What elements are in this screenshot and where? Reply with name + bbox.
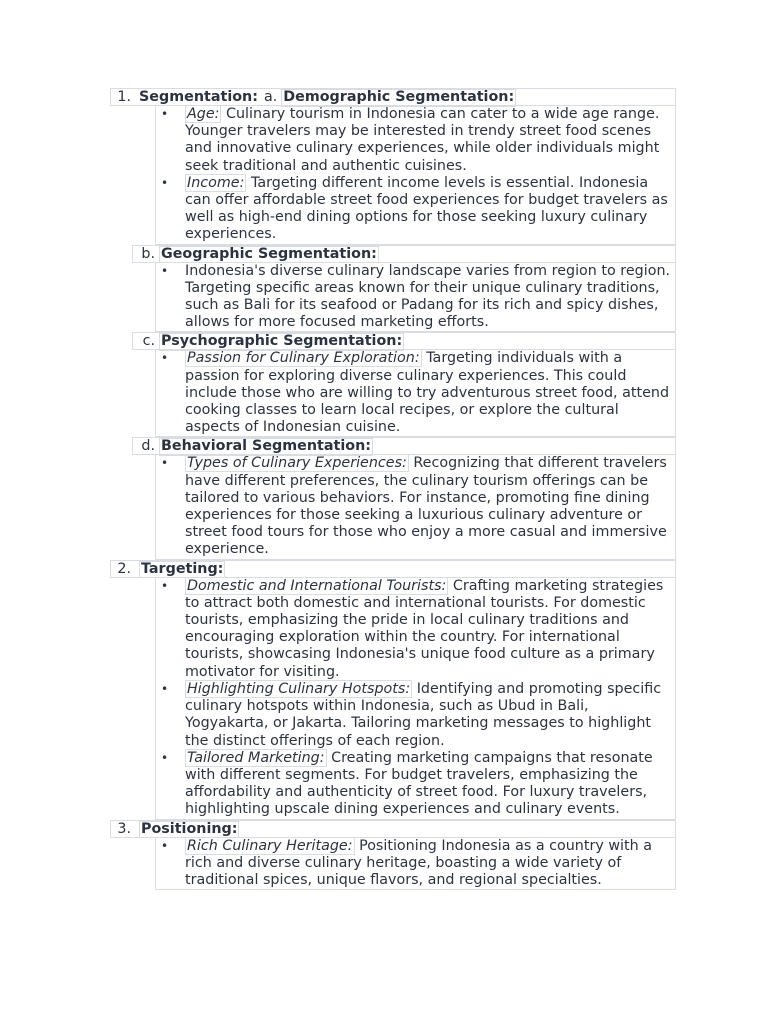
subsection-letter: d.	[141, 438, 155, 455]
subsection-title: Geographic Segmentation:	[161, 245, 377, 262]
subsection-letter: b.	[141, 245, 155, 262]
bullet-term: Income:	[187, 174, 245, 191]
bullet-term: Types of Culinary Experiences:	[187, 455, 407, 472]
bullet-text: Creating marketing campaigns that resonate with different segments. For budget travelers, emphasizing the affordability and authenticity of street food. For luxury travelers, highlighting upscale dining experiences and culinary events.	[185, 749, 653, 818]
bullet-term: Passion for Culinary Exploration:	[187, 350, 420, 367]
bullet-text: Recognizing that different travelers have different preferences, the culinary tourism offerings can be tailored to various behaviors. For instance, promoting fine dining experiences for those seeking a luxurious culinary adventure or street food tours for those who enjoy a more casual and immersive experience.	[185, 455, 667, 558]
bullet-text: Targeting individuals with a passion for exploring diverse culinary experiences. This could include those who are willing to try adventurous street food, attend cooking classes to learn local recipes, or explore the cultural aspects of Indonesian cuisine.	[185, 350, 670, 436]
document-body	[110, 88, 676, 890]
list-item	[185, 838, 675, 890]
bullet-text: Identifying and promoting specific culinary hotspots within Indonesia, such as Ubud in Bali, Yogyakarta, or Jakarta. Tailoring marketing messages to highlight the distinct offerings of each region.	[185, 680, 662, 749]
subsection-title: Demographic Segmentation:	[283, 89, 515, 105]
bullet-term: Age:	[187, 106, 220, 122]
bullet-list	[155, 263, 676, 333]
bullet-list	[155, 578, 676, 820]
section-title: Segmentation:	[139, 89, 258, 105]
section-number: 3.	[117, 820, 131, 837]
bullet-list	[155, 106, 676, 245]
list-item	[185, 263, 675, 332]
subsection-heading-psychographic	[132, 332, 676, 350]
list-item	[185, 750, 675, 819]
section-heading-positioning	[110, 820, 676, 838]
bullet-list	[155, 350, 676, 437]
bullet-text: Indonesia's diverse culinary landscape varies from region to region. Targeting specific areas known for their unique culinary traditions, such as Bali for its seafood or Padang for its rich and spicy dishes, allows for more focused marketing efforts.	[185, 262, 671, 331]
list-item	[185, 578, 675, 681]
bullet-text: Targeting different income levels is essential. Indonesia can offer affordable street food experiences for budget travelers as well as high-end dining options for those seeking luxury culinary experiences.	[185, 174, 668, 243]
bullet-term: Tailored Marketing:	[187, 749, 325, 766]
section-title: Targeting:	[141, 560, 224, 577]
bullet-list	[155, 455, 676, 559]
list-item	[185, 681, 675, 750]
bullet-list	[155, 838, 676, 891]
list-item	[185, 106, 675, 175]
subsection-title: Behavioral Segmentation:	[161, 438, 371, 455]
section-title: Positioning:	[141, 820, 238, 837]
bullet-term: Rich Culinary Heritage:	[187, 837, 353, 854]
section-heading-segmentation	[110, 88, 676, 106]
bullet-text: Crafting marketing strategies to attract both domestic and international tourists. For domestic tourists, emphasizing the pride in local culinary traditions and encouraging exploration within the country. For international tourists, showcasing Indonesia's unique food culture as a primary motivator for visiting.	[185, 577, 664, 680]
bullet-term: Domestic and International Tourists:	[187, 577, 447, 594]
bullet-term: Highlighting Culinary Hotspots:	[187, 680, 411, 697]
section-number: 1.	[117, 89, 131, 105]
section-number: 2.	[117, 560, 131, 577]
bullet-text: Positioning Indonesia as a country with a rich and diverse culinary heritage, boasting a wide variety of traditional spices, unique flavors, and regional specialties.	[185, 837, 652, 888]
subsection-heading-geographic	[132, 245, 676, 263]
list-item	[185, 455, 675, 558]
subsection-letter: a.	[263, 89, 278, 105]
subsection-letter: c.	[142, 333, 155, 350]
subsection-title: Psychographic Segmentation:	[161, 333, 403, 350]
subsection-heading-behavioral	[132, 437, 676, 455]
list-item	[185, 175, 675, 244]
bullet-text: Culinary tourism in Indonesia can cater to a wide age range. Younger travelers may be interested in trendy street food scenes and innovative culinary experiences, while older individuals might seek traditional and authentic cuisines.	[185, 106, 660, 174]
list-item	[185, 350, 675, 436]
section-heading-targeting	[110, 560, 676, 578]
